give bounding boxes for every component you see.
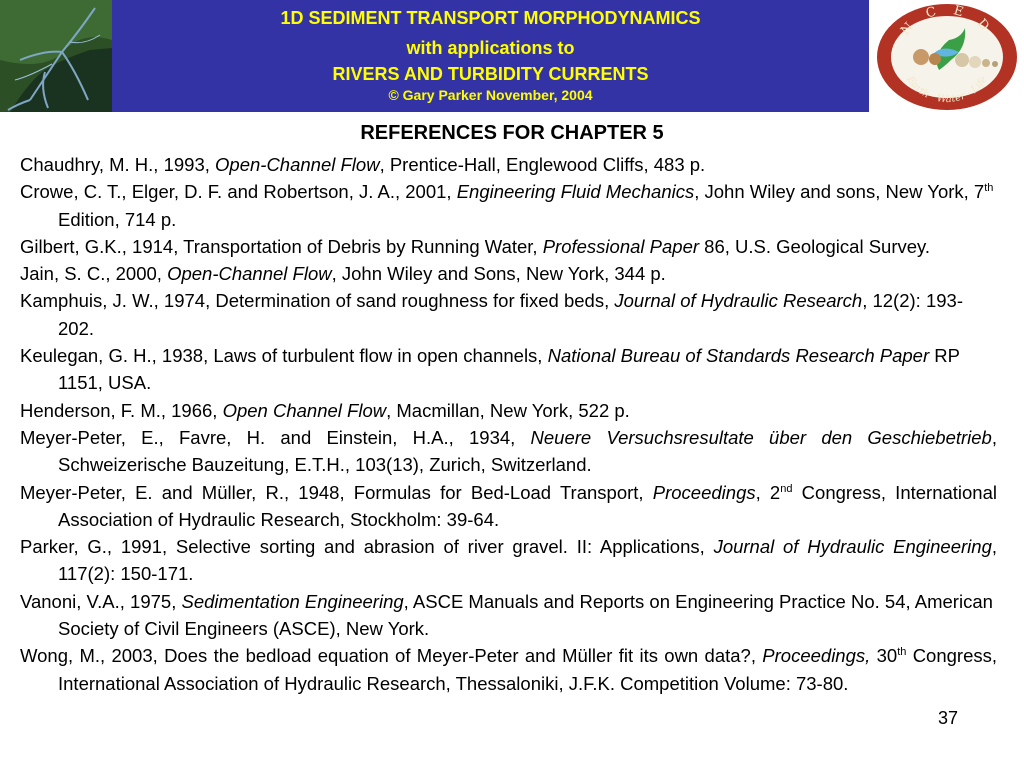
reference-item: Parker, G., 1991, Selective sorting and abrasion of river gravel. II: Applications, Journal of Hydraulic Engineering, 117(2): 150-171. bbox=[20, 536, 997, 585]
course-title: 1D SEDIMENT TRANSPORT MORPHODYNAMICS bbox=[280, 8, 701, 28]
reference-item: Kamphuis, J. W., 1974, Determination of sand roughness for fixed beds, Journal of Hydraulic Research, 12(2): 193-202. bbox=[20, 290, 963, 339]
nced-logo bbox=[869, 0, 1024, 112]
page-number: 37 bbox=[938, 708, 959, 728]
course-topic: RIVERS AND TURBIDITY CURRENTS bbox=[332, 64, 649, 84]
svg-text:Earth · Water · Life: Earth · Water · Life bbox=[904, 74, 990, 106]
river-delta-image bbox=[0, 0, 112, 112]
reference-item: Meyer-Peter, E., Favre, H. and Einstein, H.A., 1934, Neuere Versuchsresultate über den Geschiebetrieb, Schweizerische Bauzeitung, E.T.H., 103(13), Zurich, Switzerland. bbox=[20, 426, 997, 476]
reference-item: Keulegan, G. H., 1938, Laws of turbulent flow in open channels, National Bureau of Standards Research Paper RP 1151, USA. bbox=[20, 345, 960, 394]
reference-item: Jain, S. C., 2000, Open-Channel Flow, John Wiley and Sons, New York, 344 p. bbox=[20, 263, 666, 285]
reference-item: Vanoni, V.A., 1975, Sedimentation Engineering, ASCE Manuals and Reports on Engineering Practice No. 54, American Society of Civil Engineers (ASCE), New York. bbox=[20, 590, 993, 640]
title-band bbox=[112, 0, 869, 112]
reference-item: Wong, M., 2003, Does the bedload equation of Meyer-Peter and Müller fit its own data?, Proceedings, 30th Congress, International Association of Hydraulic Research, Thessaloniki, J.F.K. Competition Volume: 73-80. bbox=[20, 645, 998, 694]
reference-item: Chaudhry, M. H., 1993, Open-Channel Flow, Prentice-Hall, Englewood Cliffs, 483 p. bbox=[20, 154, 706, 175]
reference-item: Henderson, F. M., 1966, Open Channel Flow, Macmillan, New York, 522 p. bbox=[20, 399, 630, 421]
chapter-title: REFERENCES FOR CHAPTER 5 bbox=[360, 122, 664, 144]
course-subtitle: with applications to bbox=[406, 38, 575, 58]
reference-item: Meyer-Peter, E. and Müller, R., 1948, Formulas for Bed-Load Transport, Proceedings, 2nd Congress, International Association of Hydraulic Research, Stockholm: 39-64. bbox=[20, 481, 997, 530]
reference-item: Crowe, C. T., Elger, D. F. and Robertson, J. A., 2001, Engineering Fluid Mechanics, John Wiley and sons, New York, 7th Edition, 714 p. bbox=[20, 181, 994, 230]
reference-list bbox=[20, 151, 997, 697]
slide-header bbox=[0, 0, 1024, 112]
svg-text:N C E D: N C E D bbox=[898, 2, 996, 39]
reference-item: Gilbert, G.K., 1914, Transportation of Debris by Running Water, Professional Paper 86, U.S. Geological Survey. bbox=[20, 235, 931, 257]
copyright-notice: © Gary Parker November, 2004 bbox=[388, 87, 593, 103]
